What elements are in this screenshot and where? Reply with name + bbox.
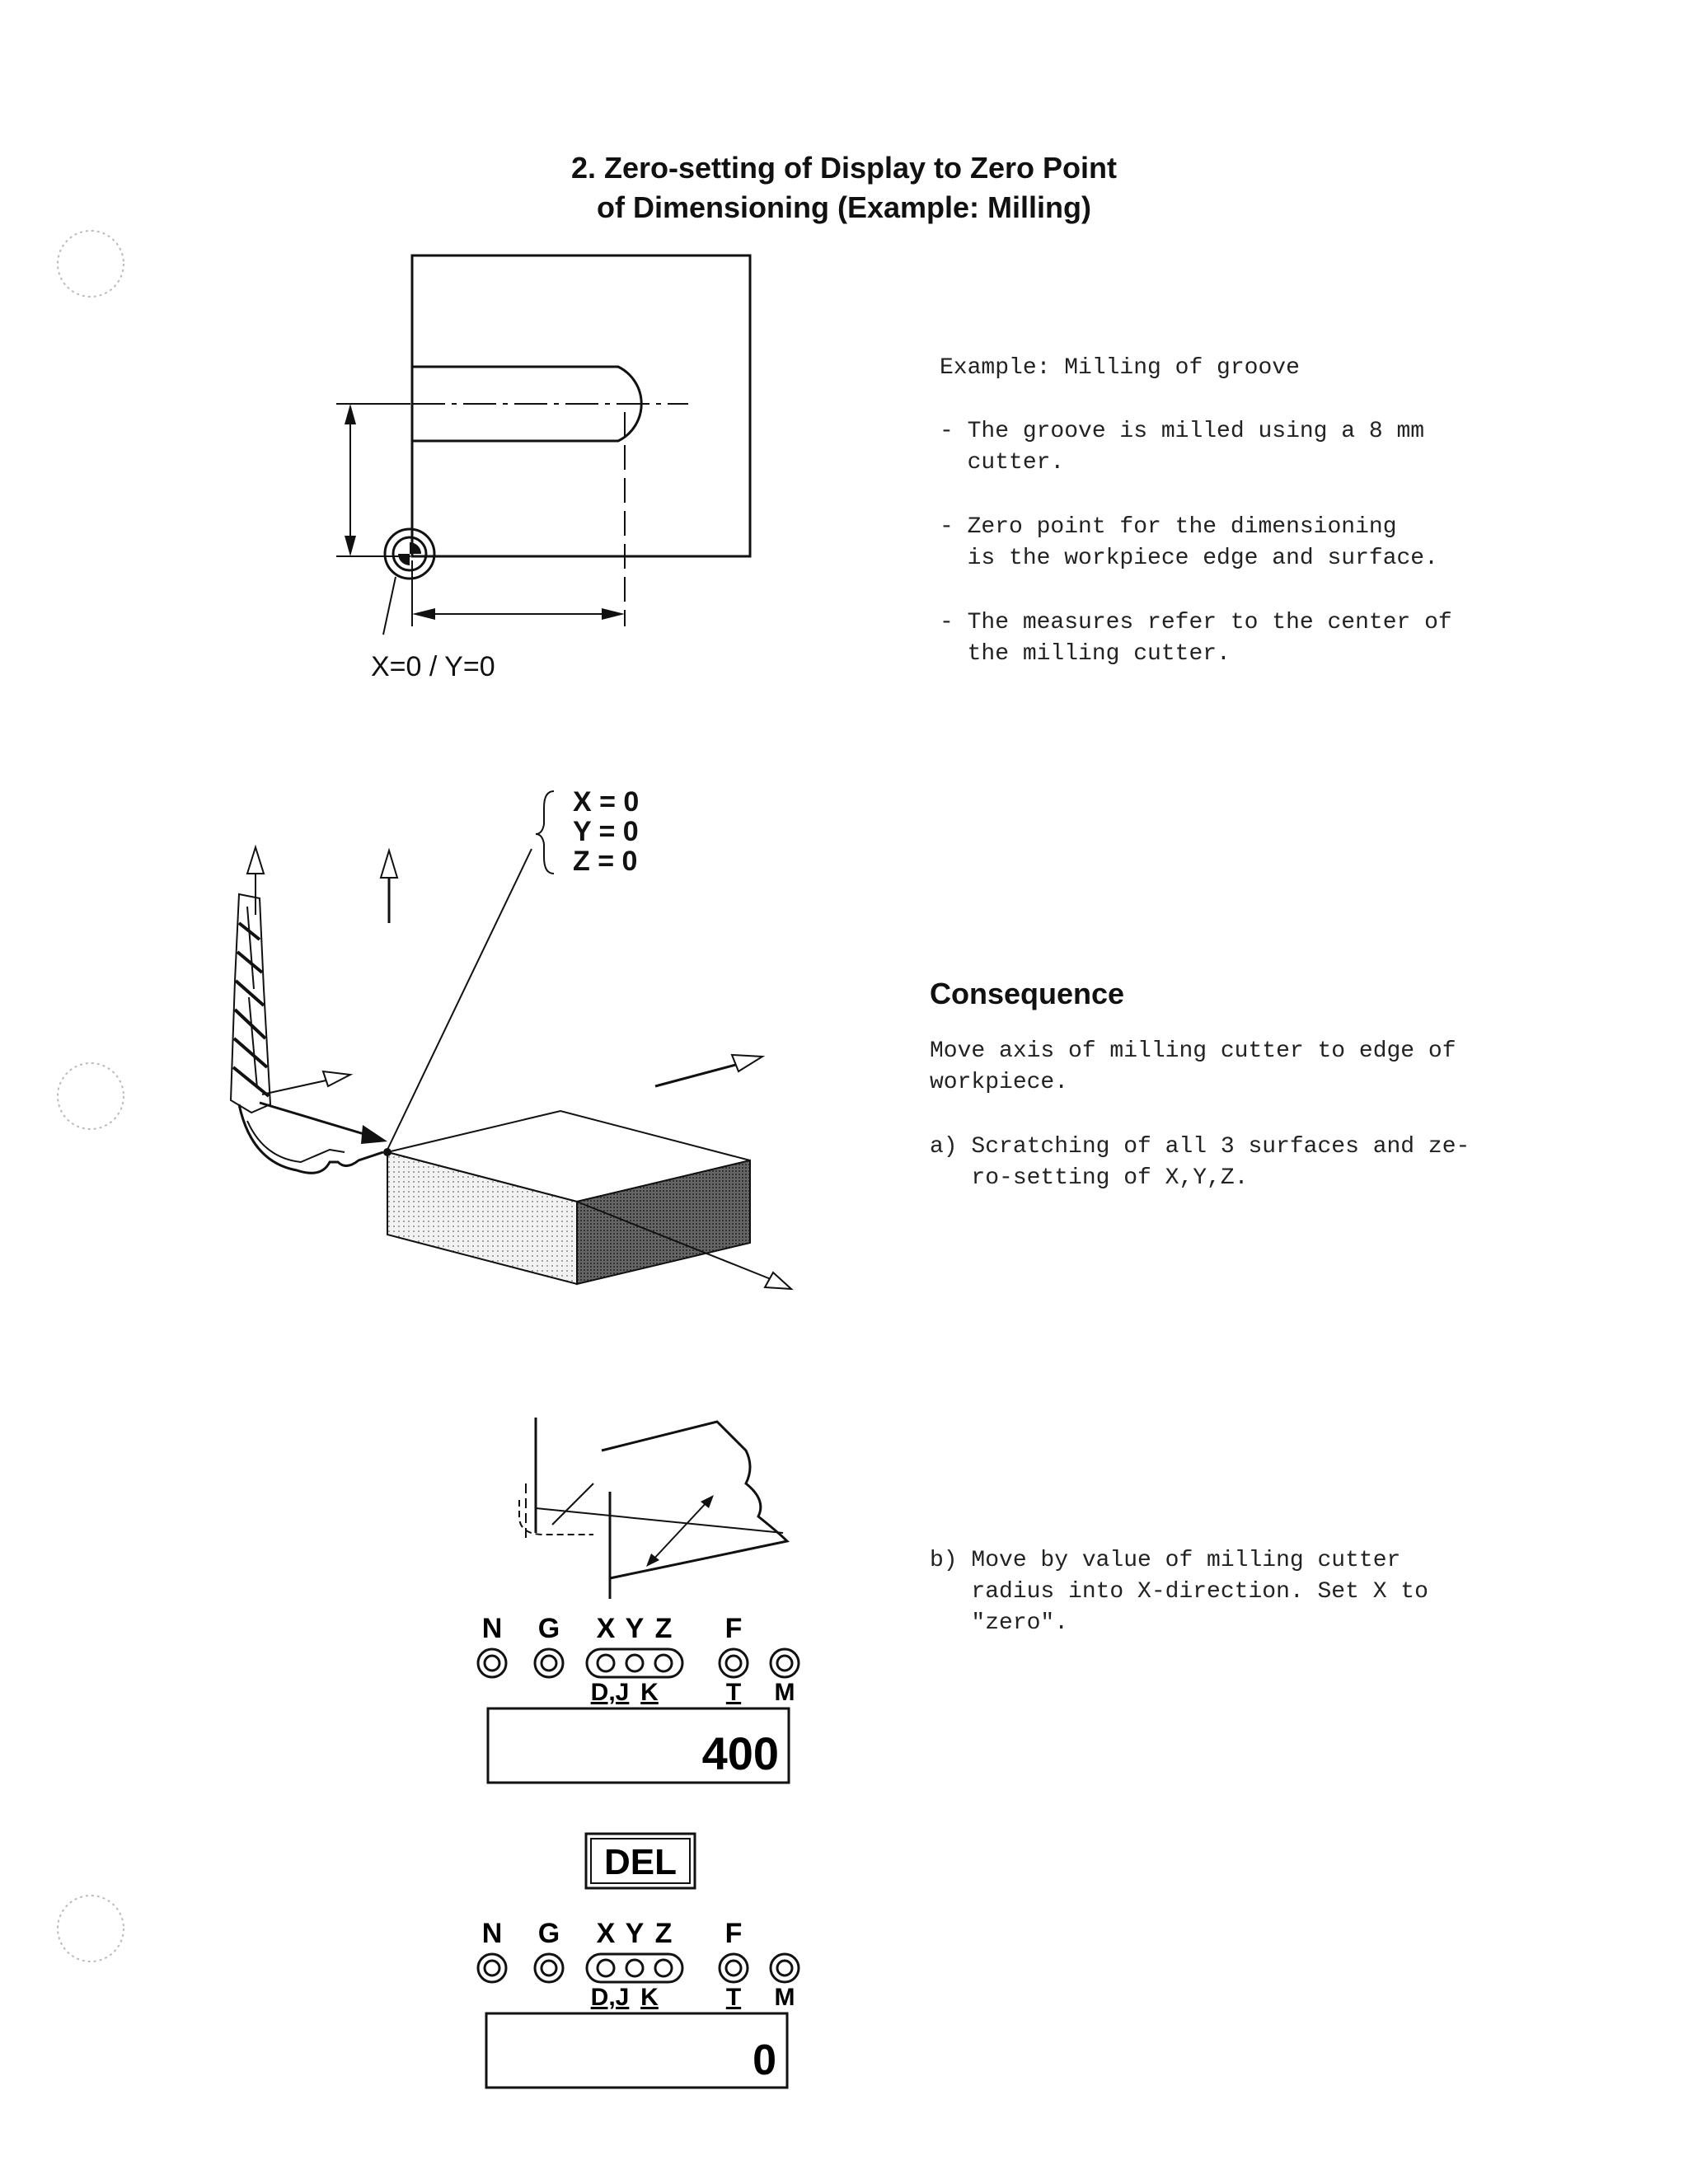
label-y: Y: [625, 1613, 645, 1644]
display-panel-1: [470, 1611, 816, 1801]
label-dj: D,J: [590, 1679, 630, 1706]
label-k: K: [640, 1679, 659, 1706]
indicator-xyz: [587, 1954, 682, 1982]
indicator-g: [535, 1649, 563, 1677]
label-y: Y: [625, 1918, 645, 1949]
axis-label-x: X = 0: [573, 786, 640, 818]
indicator-m: [771, 1954, 799, 1982]
label-n: N: [481, 1613, 503, 1644]
indicator-m: [771, 1649, 799, 1677]
title-line-2: of Dimensioning (Example: Milling): [596, 190, 1091, 224]
axis-label-z: Z = 0: [573, 846, 638, 877]
origin-label: X=0 / Y=0: [371, 651, 495, 682]
label-m: M: [774, 1984, 795, 2011]
punch-holes: [0, 0, 165, 2184]
label-g: G: [537, 1613, 560, 1644]
example-heading: Example: Milling of groove: [940, 355, 1300, 381]
isometric-drawing: [214, 775, 841, 1302]
label-z: Z: [654, 1918, 673, 1949]
label-x: X: [596, 1613, 616, 1644]
cutter-edge-detail: [470, 1401, 799, 1599]
label-f: F: [724, 1613, 743, 1644]
del-key[interactable]: [584, 1831, 699, 1892]
del-key-label: DEL: [604, 1842, 677, 1882]
step-a-text: a) Scratching of all 3 surfaces and ze- ro-setting of X,Y,Z.: [930, 1134, 1470, 1191]
indicator-n: [478, 1954, 506, 1982]
label-k: K: [640, 1984, 659, 2011]
consequence-heading: Consequence: [930, 977, 1125, 1010]
label-dj: D,J: [590, 1984, 630, 2011]
title-line-1: 2. Zero-setting of Display to Zero Point: [570, 151, 1118, 185]
indicator-f: [720, 1649, 748, 1677]
example-bullet-1: - The groove is milled using a 8 mm cutter.: [940, 419, 1425, 476]
label-t: T: [725, 1984, 742, 2011]
label-g: G: [537, 1918, 560, 1949]
indicator-n: [478, 1649, 506, 1677]
label-t: T: [725, 1679, 742, 1706]
display-panel-2: [470, 1916, 816, 2106]
label-z: Z: [654, 1613, 673, 1644]
label-f: F: [724, 1918, 743, 1949]
groove-drawing: [313, 239, 791, 701]
example-bullet-2: - Zero point for the dimensioning is the workpiece edge and surface.: [940, 514, 1438, 571]
indicator-xyz: [587, 1649, 682, 1677]
step-b-text: b) Move by value of milling cutter radius into X-direction. Set X to "zero".: [930, 1548, 1428, 1636]
indicator-g: [535, 1954, 563, 1982]
label-n: N: [481, 1918, 503, 1949]
page-title: [0, 148, 1688, 227]
axis-label-y: Y = 0: [573, 816, 639, 847]
display-value-after: 0: [753, 2036, 776, 2084]
display-value-before: 400: [701, 1727, 779, 1779]
indicator-f: [720, 1954, 748, 1982]
label-m: M: [774, 1679, 795, 1706]
consequence-text: Move axis of milling cutter to edge of workpiece.: [930, 1038, 1456, 1095]
example-bullet-3: - The measures refer to the center of the milling cutter.: [940, 610, 1452, 667]
label-x: X: [596, 1918, 616, 1949]
